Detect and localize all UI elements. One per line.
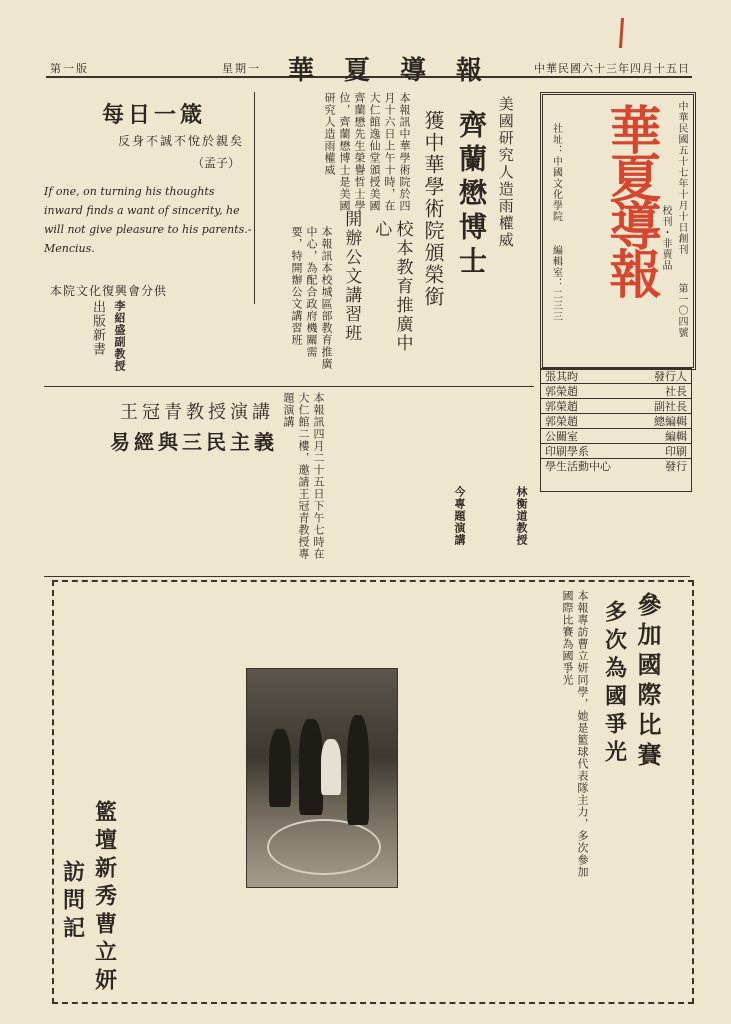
article2-body: 本報訊本校城區部教育推廣中心，為配合政府機關需要，特開辦公文講習班 bbox=[290, 226, 333, 370]
masthead-title: 華夏導報 bbox=[600, 103, 661, 295]
small-item-b: 出版新書 bbox=[90, 300, 105, 356]
address-label: 社址：中國文化學院 bbox=[550, 123, 562, 222]
motto-footer: 本院文化復興會分供 bbox=[50, 284, 168, 298]
court-circle bbox=[267, 819, 381, 875]
issue-label: 第一版 bbox=[50, 62, 89, 75]
headline3-main: 易經與三民主義 bbox=[110, 430, 278, 454]
staff-row: 學生活動中心 發行 bbox=[545, 460, 687, 473]
header-title: 華夏導報 bbox=[288, 56, 513, 86]
daily-motto-box bbox=[44, 92, 255, 304]
headline3-kicker: 王冠青教授演講 bbox=[120, 402, 274, 423]
motto-source: （孟子） bbox=[192, 156, 241, 170]
staff-row: 印刷學系 印刷 bbox=[541, 444, 691, 459]
headline5-main: 籃壇新秀曹立妍 bbox=[91, 800, 118, 996]
staff-row: 公關室 編輯 bbox=[541, 429, 691, 444]
ink-mark bbox=[619, 18, 624, 48]
publisher-label: 校刊・非賣品 bbox=[660, 205, 671, 271]
article3-body: 本報訊四月二十五日下午七時在大仁館二樓，邀請王冠青教授專題演講 bbox=[282, 392, 325, 560]
player-figure bbox=[269, 729, 291, 807]
headline1-sub: 獲中華學術院頒榮銜 bbox=[421, 110, 445, 308]
header-date: 中華民國六十三年四月十五日 bbox=[534, 62, 690, 75]
player-figure bbox=[321, 739, 341, 795]
small-item-d: 林衡道教授 bbox=[515, 486, 528, 546]
headline2-kicker: 校本教育推廣中心 bbox=[371, 220, 413, 353]
headline1-kicker: 美國研究人造雨權威 bbox=[496, 96, 515, 249]
motto-title: 每日一箴 bbox=[102, 102, 207, 128]
feature-rule bbox=[44, 576, 690, 577]
staff-row: 郭榮趙 副社長 bbox=[541, 399, 691, 414]
staff-row: 郭榮趙 社長 bbox=[541, 384, 691, 399]
small-item-c: 今專題演講 bbox=[453, 486, 466, 546]
motto-line: 反身不誠不悅於親矣 bbox=[118, 134, 245, 148]
basketball-photo bbox=[246, 668, 398, 888]
headline1-main: 齊蘭懋博士 bbox=[455, 110, 488, 280]
article4-body: 本報專訪曹立妍同學，她是籃球代表隊主力，多次參加國際比賽為國爭光 bbox=[561, 590, 589, 878]
motto-english: If one, on turning his thoughts inward finds a want of sincerity, he will not give pleasure to his parents.-Mencius. bbox=[44, 185, 252, 255]
staff-box bbox=[540, 368, 692, 492]
weekday-label: 星期一 bbox=[222, 62, 261, 75]
headline5-sub: 訪問記 bbox=[59, 860, 86, 944]
header-bar bbox=[50, 56, 690, 86]
masthead-box bbox=[540, 92, 696, 370]
headline2-main: 開辦公文講習班 bbox=[341, 210, 362, 343]
founded-date: 中華民國五十七年十月十日創刊 bbox=[676, 101, 687, 255]
player-figure bbox=[299, 719, 323, 815]
article1-body: 本報訊中華學術院於四月十六日上午十時，在大仁館逸仙堂頒授美國齊蘭懋先生榮譽哲士學位，齊蘭懋博士是美國研究人造雨權威 bbox=[323, 92, 411, 212]
staff-row: 郭榮趙 總編輯 bbox=[541, 414, 691, 429]
phone-label: 編輯室：二三三 bbox=[550, 245, 562, 322]
issue-number: 第一〇四號 bbox=[676, 283, 687, 338]
staff-row: 張其昀 發行人 bbox=[541, 369, 691, 384]
headline4-main: 參加國際比賽 bbox=[633, 592, 662, 772]
headline4-sub: 多次為國爭光 bbox=[601, 600, 628, 768]
player-figure bbox=[347, 715, 369, 825]
small-item-a: 李紹盛副教授 bbox=[113, 300, 126, 372]
section-rule bbox=[44, 386, 534, 387]
